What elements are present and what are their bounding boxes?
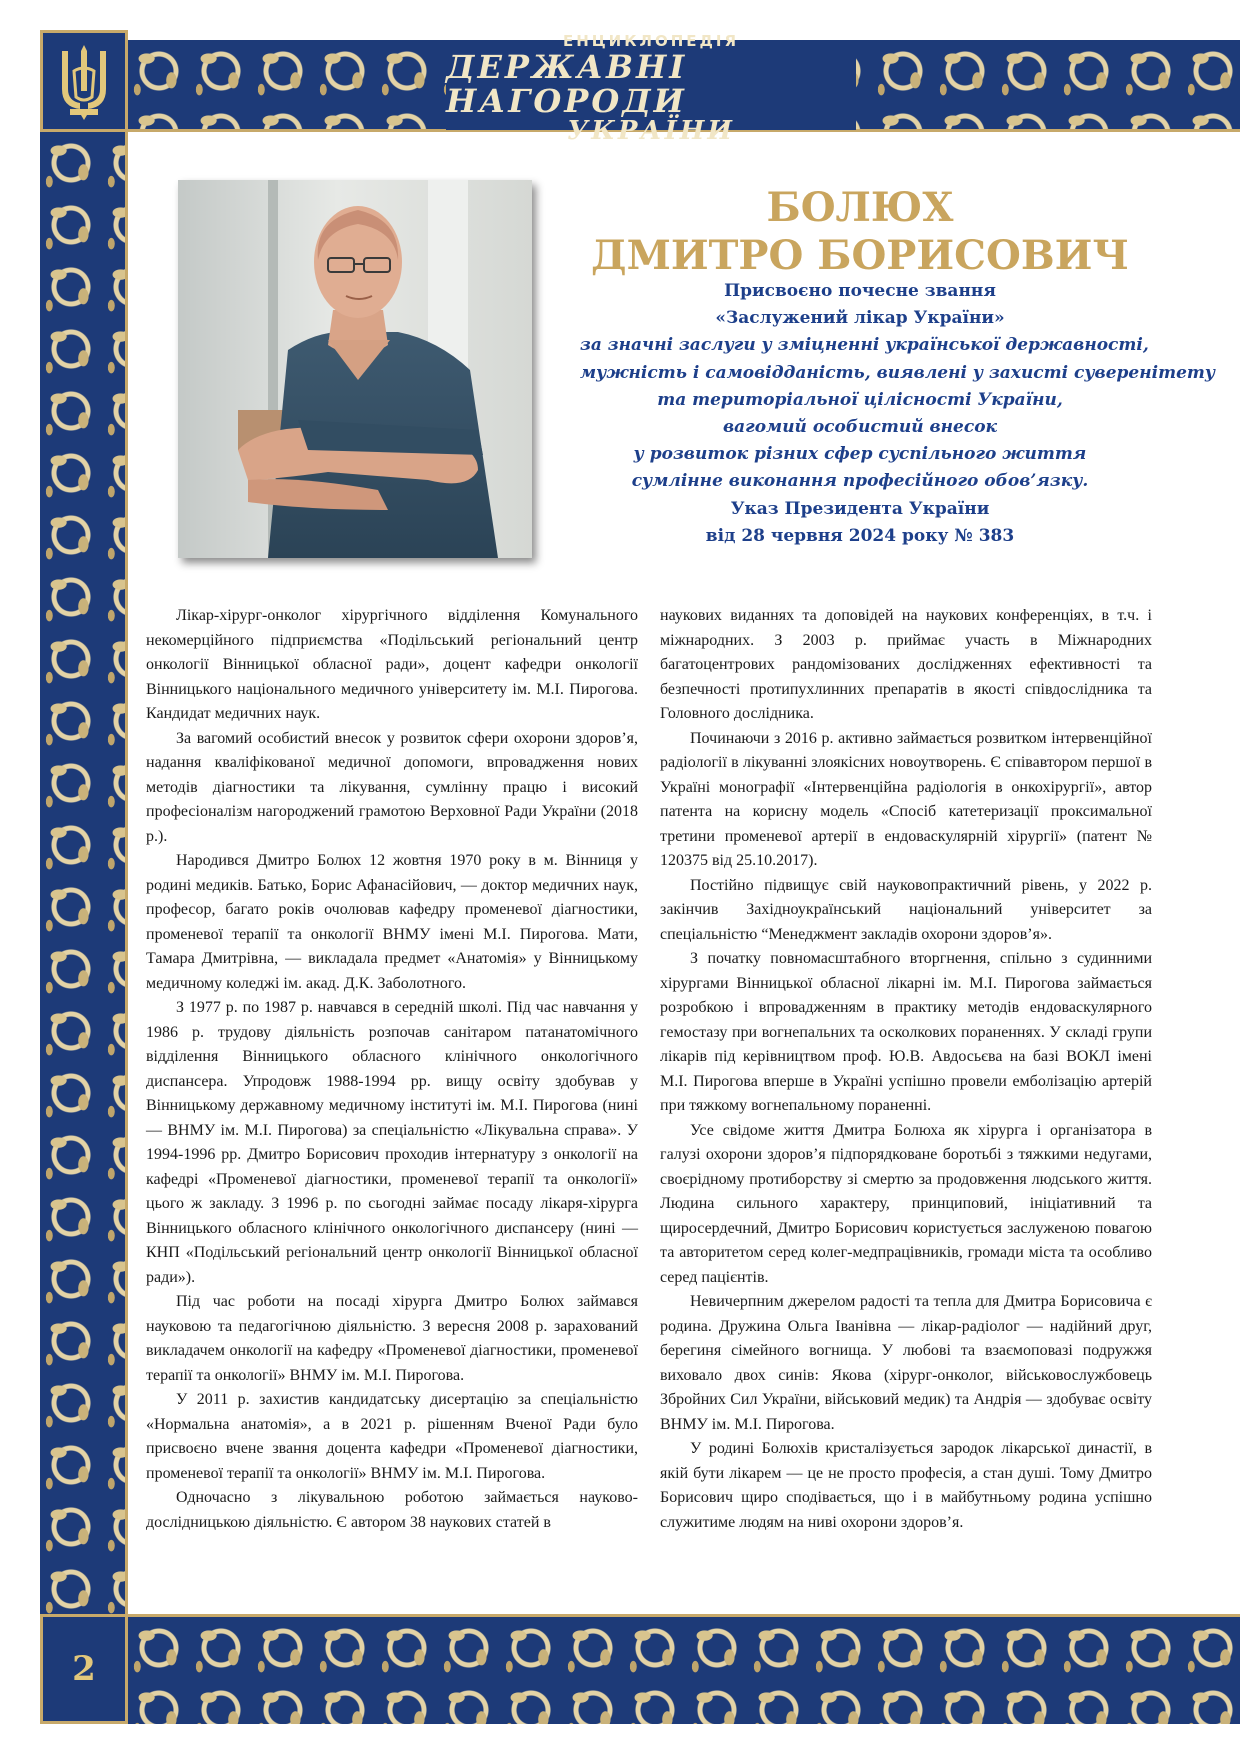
award-line: Присвоєно почесне звання	[724, 281, 996, 301]
paragraph: Невичерпним джерелом радості та тепла для Дмитра Борисовича є родина. Дружина Ольга Іванівна — лікар-радіолог — надійний друг, берегиня сімейного вогнища. У любові та взаємоповазі подружжя виховало двох синів: Якова (хірург-онколог, військовослужбовець Збройних Сил України, військовий медик) та Андрія — здобуває освіту ВНМУ ім. М.І. Пирогова.	[660, 1293, 1152, 1433]
decree-line: Указ Президента України	[730, 498, 990, 519]
paragraph: З 1977 р. по 1987 р. навчався в середній школі. Під час навчання у 1986 р. трудову діяльність розпочав санітаром патанатомічного відділення Вінницького обласного клінічного онкологічного диспансера. Упродовж 1988-1994 рр. вищу освіту здобував у Вінницькому державному медичному інституті ім. М.І. Пирогова (нині — ВНМУ ім. М.І. Пирогова) за спеціальністю «Лікувальна справа». У 1994-1996 рр. Дмитро Борисович проходив інтернатуру з онкології на кафедрі «Променевої діагностики, променевої терапії та онкології» цього ж закладу. З 1996 р. по сьогодні займає посаду лікаря-хірурга Вінницького обласного клінічного онкологічного диспансеру (нині — КНП «Подільський регіональний центр онкології Вінницької обласної ради»).	[146, 999, 638, 1286]
award-line: за значні заслуги у зміцненні української державності,	[580, 335, 1149, 356]
award-title: «Заслужений лікар України»	[715, 308, 1005, 329]
award-line: мужність і самовідданість, виявлені у захисті суверенітету	[580, 362, 1216, 383]
person-given-names: ДМИТРО БОРИСОВИЧ	[591, 232, 1129, 279]
page-number-box	[40, 1614, 128, 1724]
person-surname: БОЛЮХ	[766, 184, 954, 231]
ornamental-border-bottom	[128, 1614, 1240, 1724]
trident-icon	[56, 41, 112, 121]
paragraph: Починаючи з 2016 р. активно займається розвитком інтервенційної радіології в лікуванні злоякісних новоутворень. Є співавтором першої в Україні монографії «Інтервенційна радіологія в онкохірургії», автор патента на корисну модель «Спосіб катетеризації проксимальної третини променевої артерії в ендоваскулярній хірургії» (патент № 120375 від 25.10.2017).	[660, 729, 1152, 869]
award-line: та територіальної цілісності України,	[657, 389, 1063, 410]
coat-of-arms-box	[40, 30, 128, 132]
decree-date: від 28 червня 2024 року № 383	[705, 525, 1015, 546]
portrait-illustration	[178, 180, 532, 558]
header-line-3: УКРАЇНИ	[567, 116, 735, 146]
award-line: у розвиток різних сфер суспільного життя	[633, 444, 1087, 465]
paragraph: Усе свідоме життя Дмитра Болюха як хірурга і організатора в галузі охорони здоров’я підпорядковане боротьбі з тяжкими недугами, своєрідному протиборству зі смертю за продовження людського життя. Людина сильного характеру, принциповий, ініціативний та щиросердечний, Дмитро Борисович користується заслуженою повагою та авторитетом серед колег-медпрацівників, громади міста та особливо серед пацієнтів.	[660, 1121, 1152, 1286]
award-line: сумлінне виконання професійного обов’язку.	[631, 471, 1089, 492]
paragraph: Одночасно з лікувальною роботою займається науково-дослідницькою діяльністю. Є автором 38 наукових статей в	[146, 1489, 638, 1531]
paragraph: Під час роботи на посаді хірурга Дмитро Болюх займався науковою та педагогічною діяльністю. З вересня 2008 р. зарахований викладачем онкології на кафедру «Променевої діагностики, променевої терапії та онкології» ВНМУ ім. М.І. Пирогова.	[146, 1293, 638, 1384]
paragraph: У родині Болюхів кристалізується зародок лікарської династії, в якій бути лікарем — це не просто професія, а стан душі. Тому Дмитро Борисович щиро сподівається, що і в майбутньому родина успішно служитиме людям на ниві охорони здоров’я.	[660, 1440, 1152, 1531]
paragraph: наукових виданнях та доповідей на наукових конференціях, в т.ч. і міжнародних. З 2003 р. приймає участь в Міжнародних багатоцентрових рандомізованих дослідженнях ефективності та безпечності протипухлинних препаратів в якості співдослідника та Головного дослідника.	[660, 607, 1152, 722]
paragraph: Лікар-хірург-онколог хірургічного відділення Комунального некомерційного підприємства «Подільський регіональний центр онкології Вінницької обласної ради», доцент кафедри онкології Вінницького національного медичного університету ім. М.І. Пирогова. Кандидат медичних наук.	[146, 607, 638, 722]
encyclopedia-header	[446, 32, 856, 146]
body-column-left	[146, 604, 638, 1535]
page-number: 2	[72, 1649, 96, 1689]
portrait-photo	[178, 180, 532, 558]
paragraph: Народився Дмитро Болюх 12 жовтня 1970 року в м. Вінниця у родині медиків. Батько, Борис Афанасійович, — доктор медичних наук, професор, багато років очолював кафедру променевої діагностики, променевої терапії та онкології ВНМУ імені М.І. Пирогова. Мати, Тамара Дмитрівна, — викладала предмет «Анатомія» у Вінницькому медичному коледжі ім. акад. Д.К. Заболотного.	[146, 852, 638, 992]
paragraph: У 2011 р. захистив кандидатську дисертацію за спеціальністю «Нормальна анатомія», а в 2021 р. рішенням Вченої Ради було присвоєно вчене звання доцента кафедри «Променевої діагностики, променевої терапії та онкології» ВНМУ ім. М.І. Пирогова.	[146, 1391, 638, 1482]
header-line-2: ДЕРЖАВНІ НАГОРОДИ	[446, 48, 688, 120]
award-description	[580, 278, 1216, 550]
paragraph: Постійно підвищує свій науковопрактичний рівень, у 2022 р. закінчив Західноукраїнський національний університет за спеціальністю “Менеджмент закладів охорони здоров’я».	[660, 876, 1152, 943]
body-column-right	[660, 604, 1152, 1535]
person-name	[580, 184, 1140, 280]
header-line-1: ЕНЦИКЛОПЕДІЯ	[562, 32, 740, 50]
paragraph: За вагомий особистий внесок у розвиток сфери охорони здоров’я, надання кваліфікованої медичної допомоги, впровадження нових методів діагностики та лікування, сумлінну працю і високий професіоналізм нагороджений грамотою Верховної Ради України (2018 р.).	[146, 729, 638, 845]
award-line: вагомий особистий внесок	[722, 417, 998, 438]
paragraph: З початку повномасштабного вторгнення, спільно з судинними хірургами Вінницької обласної лікарні ім. М.І. Пирогова займається розробкою і впровадженням в практику методів ендоваскулярного гемостазу при вогнепальних та осколкових пораненнях. У складі групи лікарів під керівництвом проф. Ю.В. Авдосьєва на базі ВОКЛ імені М.І. Пирогова вперше в Україні успішно провели емболізацію артерій при тяжкому вогнепальному пораненні.	[660, 950, 1152, 1114]
ornamental-border-left	[40, 132, 128, 1614]
